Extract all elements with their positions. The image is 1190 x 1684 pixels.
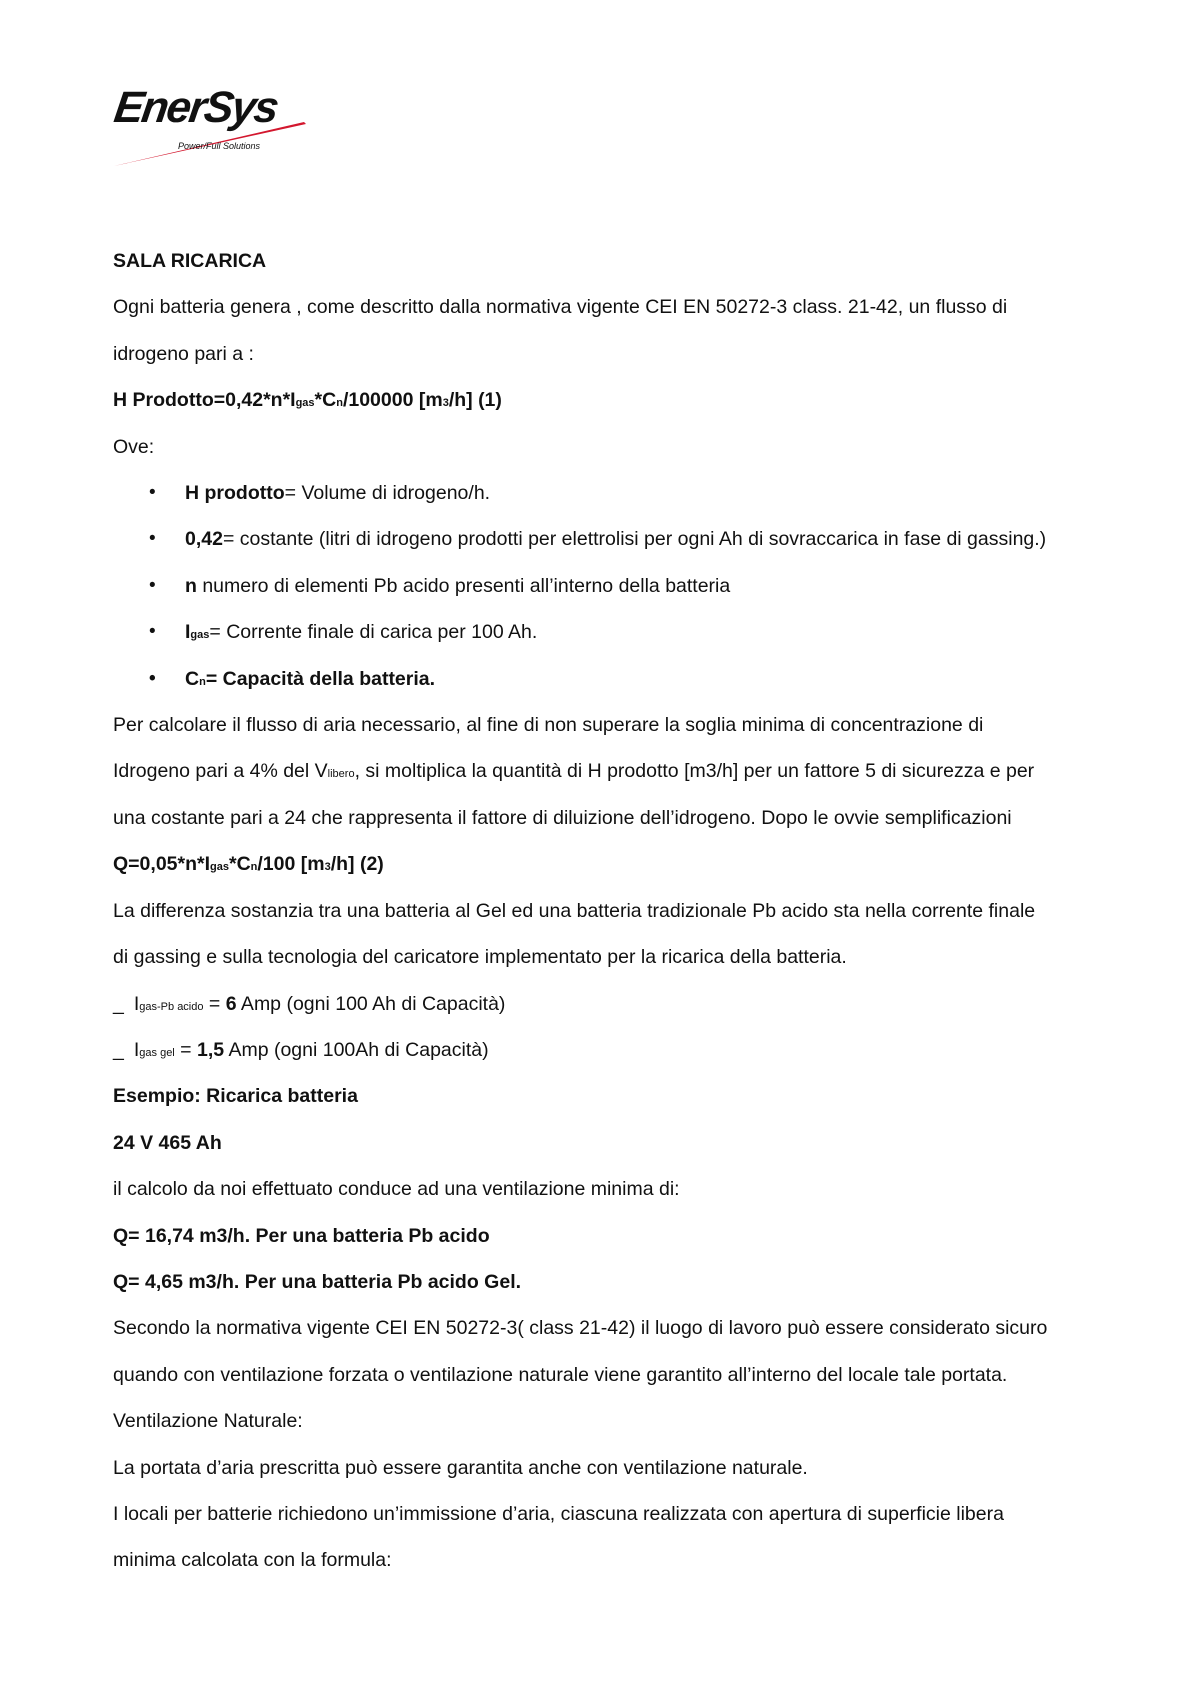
bullet-item-cn: • Cn= Capacità della batteria. (113, 656, 1113, 702)
intro-line-2: idrogeno pari a : (113, 342, 254, 365)
bullet-icon: • (149, 621, 156, 643)
document-body (113, 238, 1113, 1584)
bullet-icon: • (149, 482, 156, 504)
paragraph-calcolo-line-3: una costante pari a 24 che rappresenta il fattore di diluizione dell’idrogeno. Dopo le ovvie semplificazioni (113, 806, 1012, 829)
ventilazione-title: Ventilazione Naturale: (113, 1410, 303, 1433)
bullet-icon: • (149, 667, 156, 689)
formula-h-prodotto: H Prodotto=0,42*n*Igas*Cn/100000 [m3/h] (1) (113, 389, 502, 412)
paragraph-calcolo-line-1: Per calcolare il flusso di aria necessario, al fine di non superare la soglia minima di concentrazione di (113, 714, 984, 737)
section-heading: SALA RICARICA (113, 250, 267, 272)
result-pb-acido: Q= 16,74 m3/h. Per una batteria Pb acido (113, 1224, 490, 1247)
calc-line: il calcolo da noi effettuato conduce ad una ventilazione minima di: (113, 1178, 680, 1201)
bullet-icon: • (149, 528, 156, 550)
bullet-item-n: • n numero di elementi Pb acido presenti all’interno della batteria (113, 563, 1113, 609)
paragraph-differenza-line-1: La differenza sostanzia tra una batteria al Gel ed una batteria tradizionale Pb acido sta nella corrente finale (113, 899, 1036, 922)
ventilazione-line-3: minima calcolata con la formula: (113, 1549, 392, 1572)
ove-label: Ove: (113, 435, 155, 458)
logo-tagline: Power/Full Solutions (178, 141, 261, 151)
bullet-item-h-prodotto: • H prodotto= Volume di idrogeno/h. (113, 470, 1113, 516)
result-gel: Q= 4,65 m3/h. Per una batteria Pb acido Gel. (113, 1270, 522, 1293)
intro-line-1: Ogni batteria genera , come descritto dalla normativa vigente CEI EN 50272-3 class. 21-42, un flusso di (113, 296, 1008, 319)
example-spec: 24 V 465 Ah (113, 1131, 222, 1154)
paragraph-normativa-line-1: Secondo la normativa vigente CEI EN 50272-3( class 21-42) il luogo di lavoro può essere considerato sicuro (113, 1317, 1048, 1340)
igas-pb-acido-line: _ Igas-Pb acido = 6 Amp (ogni 100 Ah di Capacità) (113, 992, 506, 1015)
ventilazione-line-2: I locali per batterie richiedono un’immissione d’aria, ciascuna realizzata con apertura di superficie libera (113, 1502, 1004, 1525)
formula-q: Q=0,05*n*Igas*Cn/100 [m3/h] (2) (113, 853, 384, 876)
paragraph-calcolo-line-2: Idrogeno pari a 4% del Vlibero, si moltiplica la quantità di H prodotto [m3/h] per un fattore 5 di sicurezza e per (113, 760, 1035, 783)
igas-gel-line: _ Igas gel = 1,5 Amp (ogni 100Ah di Capacità) (113, 1038, 489, 1061)
bullet-icon: • (149, 574, 156, 596)
bullet-item-costante: • 0,42= costante (litri di idrogeno prodotti per elettrolisi per ogni Ah di sovraccarica in fase di gassing.) (113, 516, 1113, 562)
paragraph-differenza-line-2: di gassing e sulla tecnologia del caricatore implementato per la ricarica della batteria. (113, 946, 847, 969)
example-title: Esempio: Ricarica batteria (113, 1085, 358, 1108)
bullet-item-igas: • Igas= Corrente finale di carica per 100 Ah. (113, 609, 1113, 655)
enersys-logo (111, 70, 318, 170)
paragraph-normativa-line-2: quando con ventilazione forzata o ventilazione naturale viene garantito all’interno del locale tale portata. (113, 1363, 1008, 1386)
ventilazione-line-1: La portata d’aria prescritta può essere garantita anche con ventilazione naturale. (113, 1456, 808, 1479)
logo-brand-text: EnerSys (111, 83, 281, 132)
